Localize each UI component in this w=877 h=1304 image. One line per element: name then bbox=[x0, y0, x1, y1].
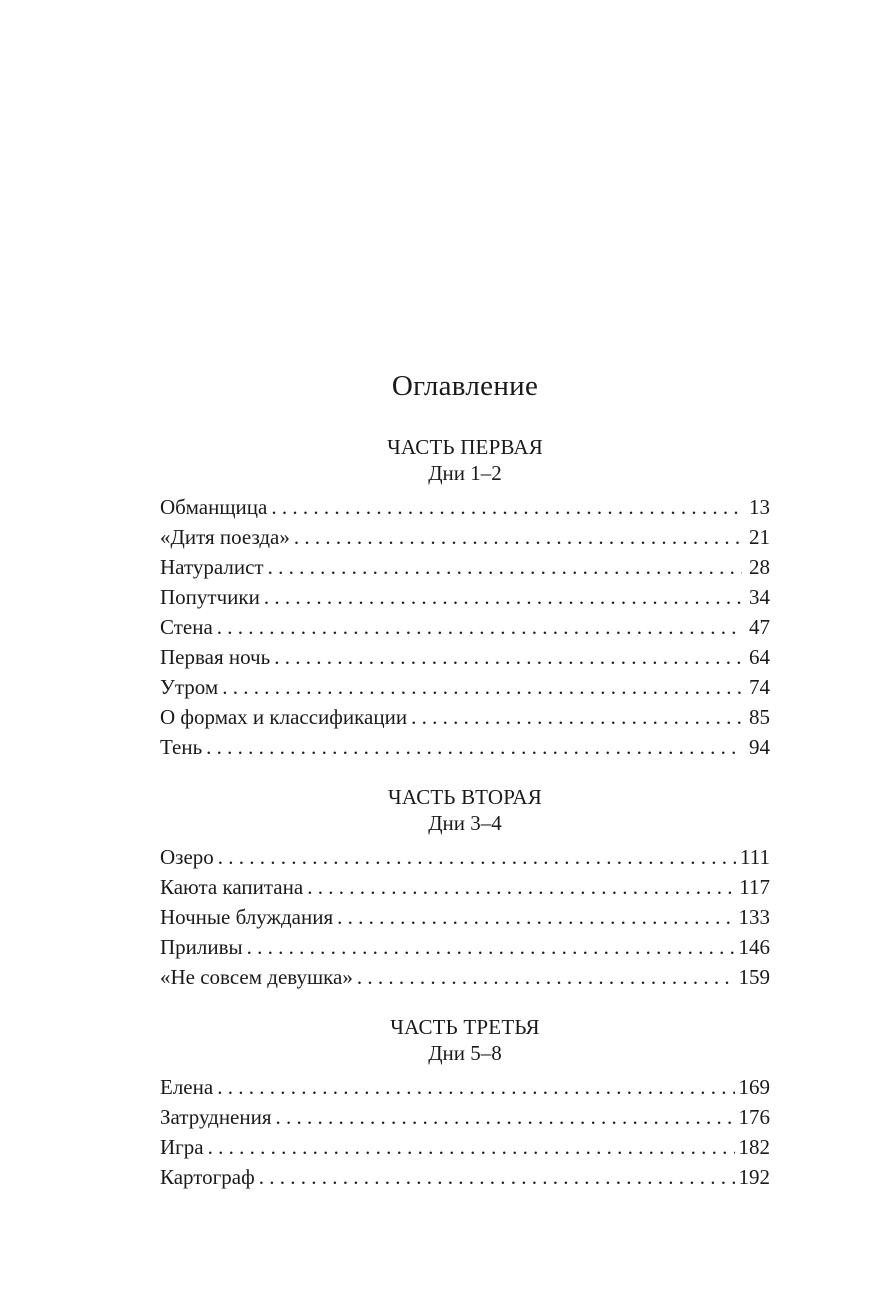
entry-page-number: 85 bbox=[749, 705, 770, 729]
part-heading: ЧАСТЬ ПЕРВАЯ bbox=[387, 435, 543, 459]
toc-part bbox=[160, 434, 770, 762]
entry-title: О формах и классификации bbox=[160, 705, 408, 729]
toc-entry bbox=[160, 612, 770, 642]
entry-page-number: 146 bbox=[738, 935, 770, 959]
dot-leader bbox=[208, 1132, 735, 1162]
entry-title: Картограф bbox=[160, 1165, 255, 1189]
table-of-contents bbox=[160, 364, 770, 1192]
toc-entry bbox=[160, 842, 770, 872]
entry-page-number: 21 bbox=[749, 525, 770, 549]
toc-part bbox=[160, 784, 770, 992]
dot-leader bbox=[268, 552, 742, 582]
entry-title: Елена bbox=[160, 1075, 214, 1099]
toc-entry bbox=[160, 732, 770, 762]
dot-leader bbox=[274, 642, 742, 672]
dot-leader bbox=[271, 492, 742, 522]
toc-entry bbox=[160, 1162, 770, 1192]
entry-title: Каюта капитана bbox=[160, 875, 304, 899]
toc-part bbox=[160, 1014, 770, 1192]
entry-page-number: 117 bbox=[739, 875, 770, 899]
entry-page-number: 192 bbox=[738, 1165, 770, 1189]
dot-leader bbox=[276, 1102, 735, 1132]
entry-list bbox=[160, 492, 770, 762]
toc-entry bbox=[160, 672, 770, 702]
dot-leader bbox=[411, 702, 742, 732]
entry-page-number: 47 bbox=[749, 615, 770, 639]
entry-title: «Не совсем девушка» bbox=[160, 965, 353, 989]
entry-page-number: 176 bbox=[738, 1105, 770, 1129]
entry-page-number: 34 bbox=[749, 585, 770, 609]
part-subheading: Дни 3–4 bbox=[428, 811, 502, 835]
toc-entry bbox=[160, 492, 770, 522]
entry-title: Затруднения bbox=[160, 1105, 272, 1129]
toc-entry bbox=[160, 1102, 770, 1132]
dot-leader bbox=[337, 902, 734, 932]
entry-title: Обманщица bbox=[160, 495, 268, 519]
dot-leader bbox=[218, 842, 736, 872]
dot-leader bbox=[222, 672, 742, 702]
dot-leader bbox=[217, 1072, 734, 1102]
toc-entry bbox=[160, 582, 770, 612]
dot-leader bbox=[206, 732, 742, 762]
toc-entry bbox=[160, 902, 770, 932]
toc-entry bbox=[160, 702, 770, 732]
part-heading: ЧАСТЬ ВТОРАЯ bbox=[388, 785, 542, 809]
entry-page-number: 94 bbox=[749, 735, 770, 759]
entry-title: Ночные блуждания bbox=[160, 905, 334, 929]
entry-title: Попутчики bbox=[160, 585, 260, 609]
toc-entry bbox=[160, 872, 770, 902]
entry-title: Утром bbox=[160, 675, 219, 699]
page-title: Оглавление bbox=[391, 370, 539, 402]
entry-title: Приливы bbox=[160, 935, 243, 959]
toc-entry bbox=[160, 1132, 770, 1162]
entry-title: Игра bbox=[160, 1135, 204, 1159]
entry-page-number: 64 bbox=[749, 645, 770, 669]
entry-page-number: 169 bbox=[738, 1075, 770, 1099]
entry-title: Озеро bbox=[160, 845, 214, 869]
entry-title: Натуралист bbox=[160, 555, 264, 579]
toc-entry bbox=[160, 552, 770, 582]
dot-leader bbox=[294, 522, 742, 552]
entry-page-number: 159 bbox=[738, 965, 770, 989]
toc-entry bbox=[160, 642, 770, 672]
part-subheading: Дни 5–8 bbox=[428, 1041, 502, 1065]
dot-leader bbox=[357, 962, 735, 992]
dot-leader bbox=[217, 612, 742, 642]
part-heading: ЧАСТЬ ТРЕТЬЯ bbox=[390, 1015, 540, 1039]
part-subheading: Дни 1–2 bbox=[428, 461, 502, 485]
entry-page-number: 182 bbox=[738, 1135, 770, 1159]
dot-leader bbox=[307, 872, 735, 902]
dot-leader bbox=[264, 582, 742, 612]
toc-entry bbox=[160, 932, 770, 962]
entry-page-number: 74 bbox=[749, 675, 770, 699]
dot-leader bbox=[259, 1162, 735, 1192]
entry-page-number: 111 bbox=[740, 845, 770, 869]
toc-entry bbox=[160, 962, 770, 992]
entry-title: Первая ночь bbox=[160, 645, 271, 669]
entry-list bbox=[160, 842, 770, 992]
entry-title: Стена bbox=[160, 615, 213, 639]
entry-list bbox=[160, 1072, 770, 1192]
entry-title: Тень bbox=[160, 735, 203, 759]
toc-entry bbox=[160, 522, 770, 552]
entry-title: «Дитя поезда» bbox=[160, 525, 290, 549]
entry-page-number: 28 bbox=[749, 555, 770, 579]
entry-page-number: 133 bbox=[738, 905, 770, 929]
entry-page-number: 13 bbox=[749, 495, 770, 519]
dot-leader bbox=[247, 932, 735, 962]
toc-parts bbox=[160, 434, 770, 1192]
toc-entry bbox=[160, 1072, 770, 1102]
